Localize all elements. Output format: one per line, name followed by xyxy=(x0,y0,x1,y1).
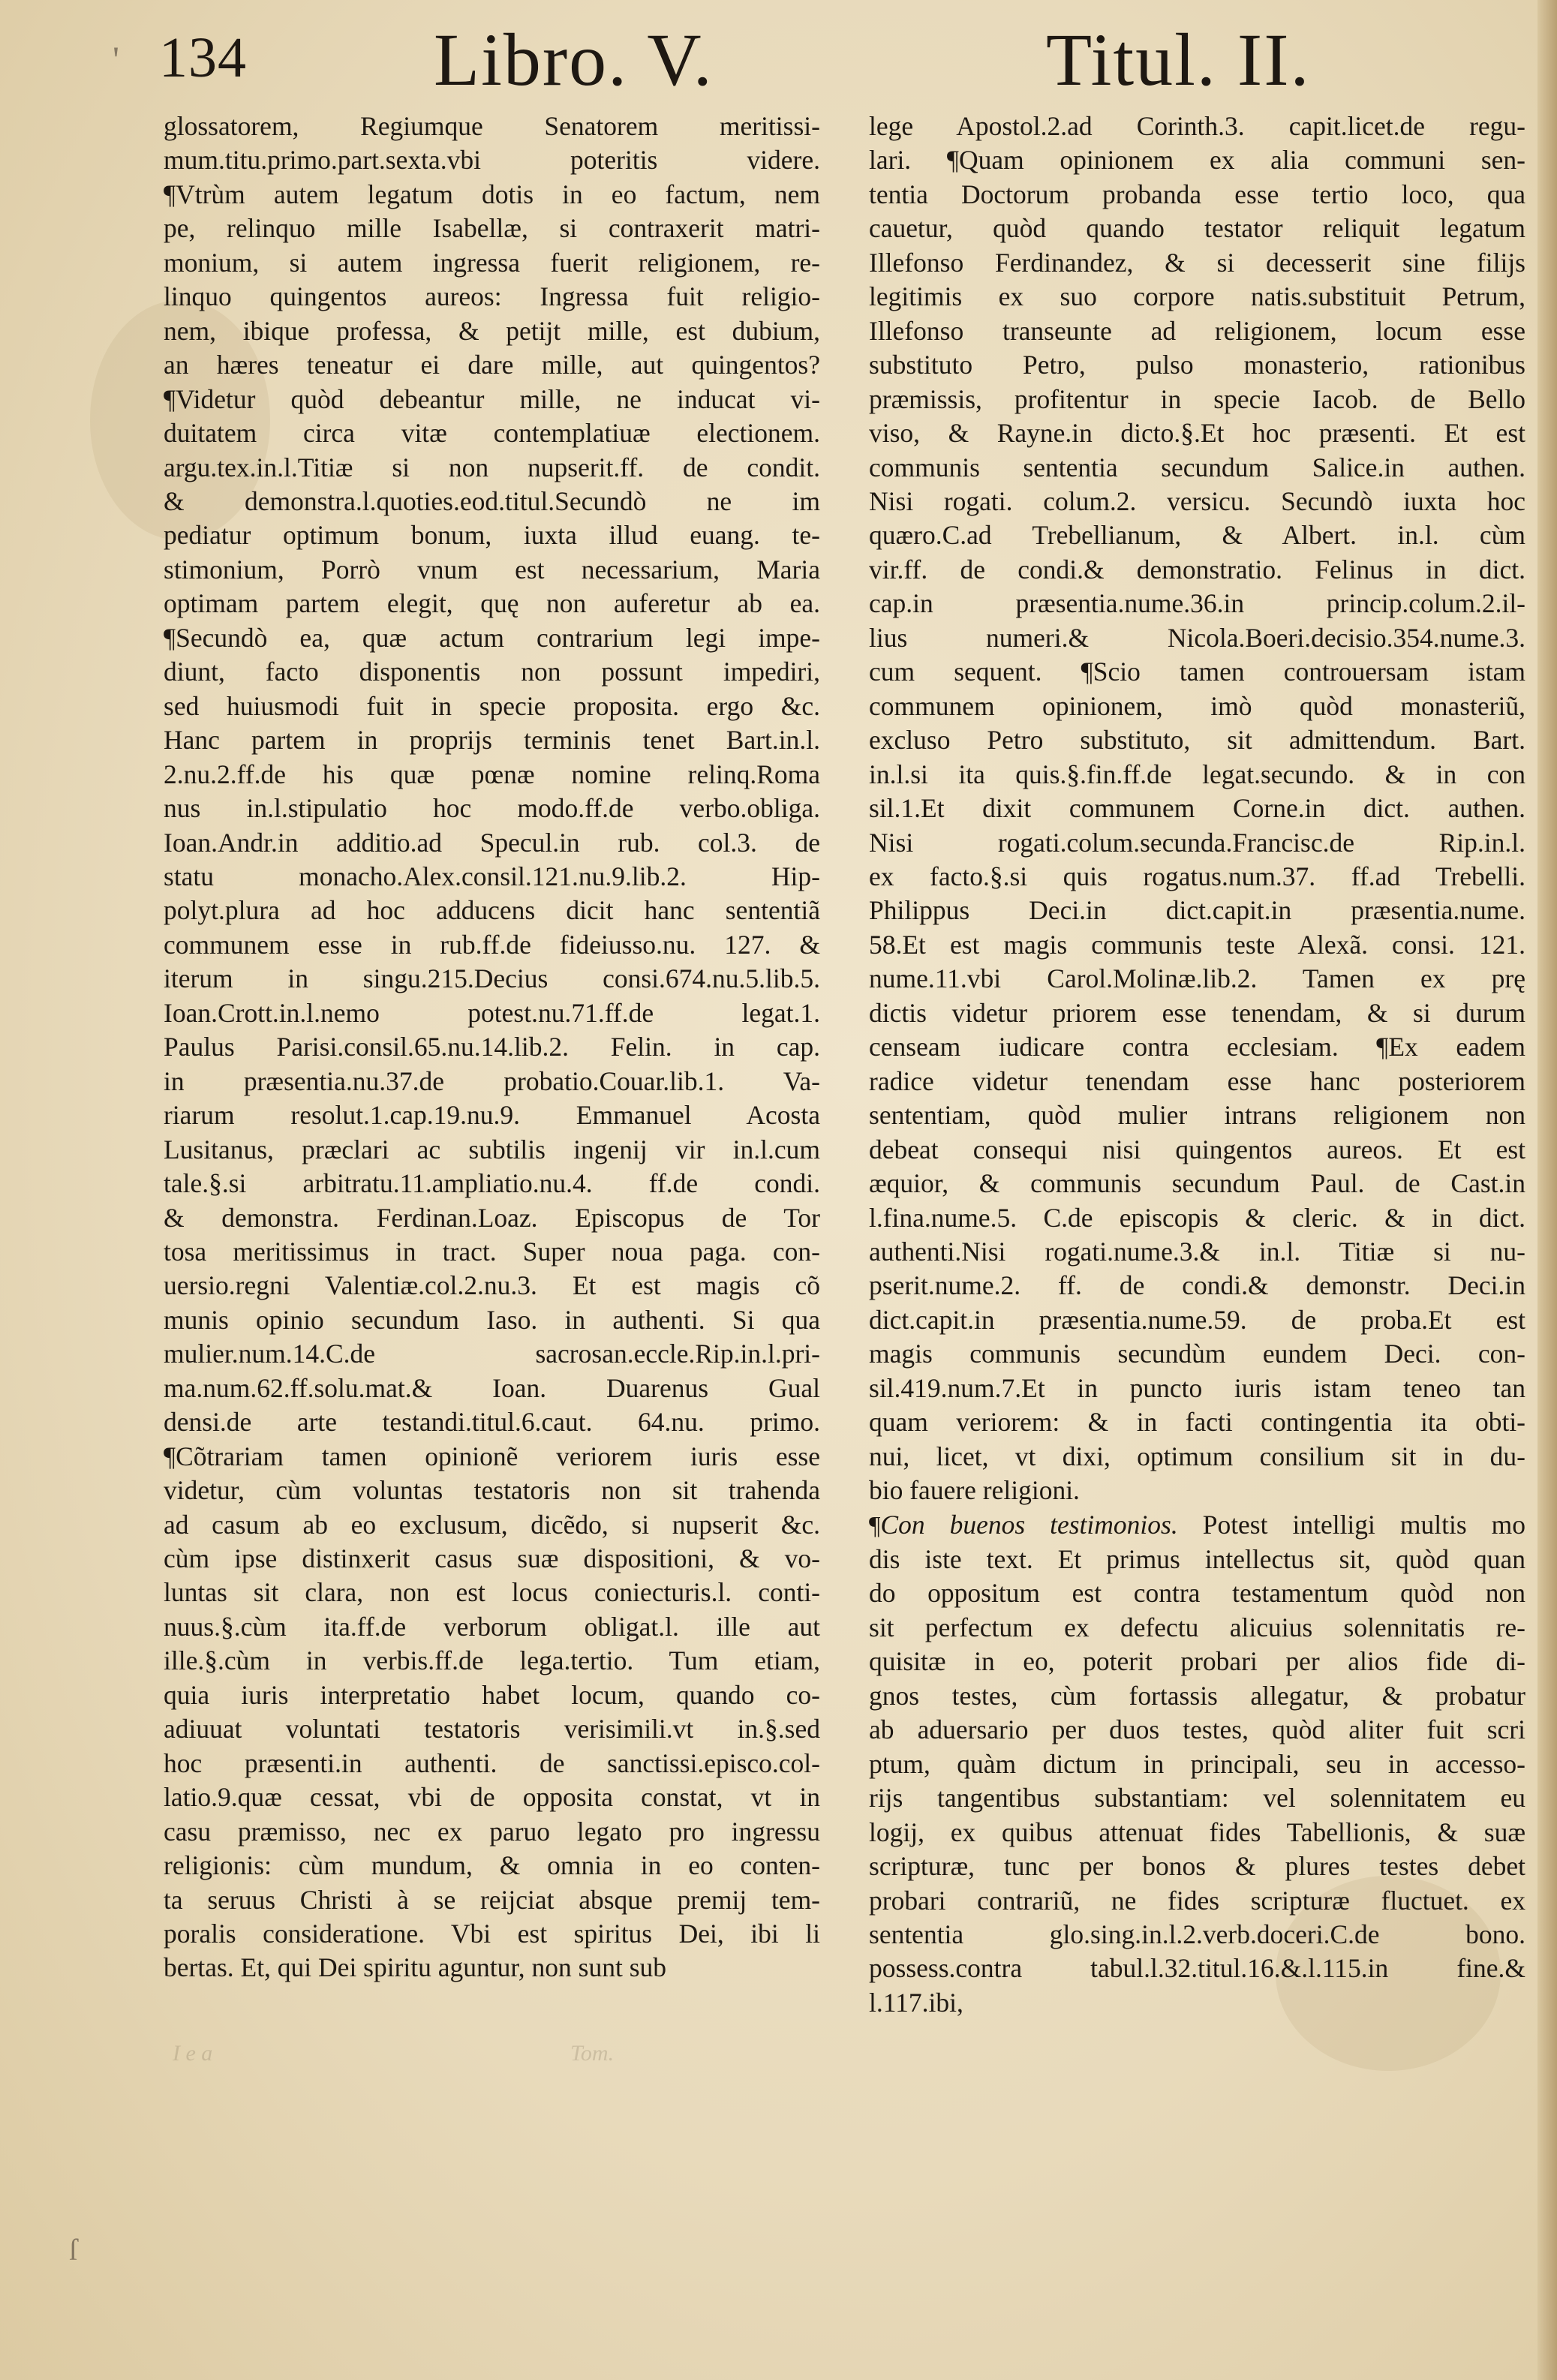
text-line: cap.in præsentia.nume.36.in princip.colum.2.il- xyxy=(869,588,1525,619)
text-line: ¶Secundò ea, quæ actum contrarium legi impe- xyxy=(164,622,820,653)
text-line: cùm ipse distinxerit casus suæ dispositioni, & vo- xyxy=(164,1543,820,1574)
text-line: dict.capit.in præsentia.nume.59. de proba.Et est xyxy=(869,1304,1525,1335)
text-line: nuus.§.cùm ita.ff.de verborum obligat.l. ille aut xyxy=(164,1611,820,1642)
lemma-line xyxy=(869,1508,1525,1543)
text-line: statu monacho.Alex.consil.121.nu.9.lib.2. Hip- xyxy=(164,861,820,891)
show-through-text: I e a xyxy=(173,2041,213,2066)
left-text-column xyxy=(164,110,820,1985)
text-line: latio.9.quæ cessat, vbi de opposita constat, vt in xyxy=(164,1782,820,1813)
page-edge-shadow xyxy=(1537,0,1557,2380)
text-line: tentia Doctorum probanda esse tertio loco, qua xyxy=(869,179,1525,209)
text-line: mum.titu.primo.part.sexta.vbi poteritis videre. xyxy=(164,145,820,176)
text-line: in præsentia.nu.37.de probatio.Couar.lib.1. Va- xyxy=(164,1065,820,1096)
text-line: uersio.regni Valentiæ.col.2.nu.3. Et est magis cõ xyxy=(164,1270,820,1301)
text-line: bio fauere religioni. xyxy=(869,1475,1080,1506)
text-line: logij, ex quibus attenuat fides Tabellionis, & suæ xyxy=(869,1817,1525,1847)
text-line: communem opinionem, imò quòd monasteriũ, xyxy=(869,690,1525,721)
text-line: communem esse in rub.ff.de fideiusso.nu. 127. & xyxy=(164,929,820,960)
text-line: debeat consequi nisi quingentos aureos. Et est xyxy=(869,1134,1525,1164)
text-line: linquo quingentos aureos: Ingressa fuit religio- xyxy=(164,281,820,312)
text-line: censeam iudicare contra ecclesiam. ¶Ex eadem xyxy=(869,1032,1525,1062)
text-line: hoc præsenti.in authenti. de sanctissi.episco.col- xyxy=(164,1747,820,1778)
text-line: lege Apostol.2.ad Corinth.3. capit.licet.de regu- xyxy=(869,111,1525,141)
text-line: dictis videtur priorem esse tenendam, & si durum xyxy=(869,997,1525,1028)
text-line: an hæres teneatur ei dare mille, aut quingentos? xyxy=(164,350,820,380)
lemma-continuation: Potest intelligi multis mo xyxy=(1177,1509,1525,1540)
text-line: quæro.C.ad Trebellianum, & Albert. in.l. cùm xyxy=(869,520,1525,551)
text-line: do oppositum est contra testamentum quòd non xyxy=(869,1578,1525,1609)
text-line: nume.11.vbi Carol.Molinæ.lib.2. Tamen ex prę xyxy=(869,963,1525,994)
running-head-book: Libro. V. xyxy=(434,18,714,101)
text-line: quia iuris interpretatio habet locum, quando co- xyxy=(164,1679,820,1710)
text-line: luntas sit clara, non est locus coniecturis.l. conti- xyxy=(164,1577,820,1608)
text-line: probari contrariũ, ne fides scripturæ fluctuet. ex xyxy=(869,1885,1525,1916)
paragraph-mark: ¶ xyxy=(869,1511,881,1540)
text-line: præmissis, profitentur in specie Iacob. de Bello xyxy=(869,383,1525,414)
right-text-column xyxy=(869,110,1525,2020)
lemma-heading: Con buenos testimonios. xyxy=(880,1509,1178,1540)
text-line: lius numeri.& Nicola.Boeri.decisio.354.nume.3. xyxy=(869,622,1525,653)
text-line: quisitæ in eo, poterit probari per alios fide di- xyxy=(869,1646,1525,1677)
text-line: diunt, facto disponentis non possunt impediri, xyxy=(164,657,820,687)
text-line: ta seruus Christi à se reijciat absque premij tem- xyxy=(164,1884,820,1915)
pen-mark: ſ xyxy=(69,2233,78,2267)
text-line: glossatorem, Regiumque Senatorem meritissi- xyxy=(164,111,820,141)
text-line: legitimis ex suo corpore natis.substituit Petrum, xyxy=(869,281,1525,312)
text-line: ¶Cõtrariam tamen opinionẽ veriorem iuris esse xyxy=(164,1441,820,1471)
text-line: ad casum ab eo exclusum, dicẽdo, si nupserit &c. xyxy=(164,1509,820,1540)
text-line: sit perfectum ex defectu alicuius solennitatis re- xyxy=(869,1612,1525,1642)
text-line: substituto Petro, pulso monasterio, rationibus xyxy=(869,350,1525,380)
text-line: polyt.plura ad hoc adducens dicit hanc sententiã xyxy=(164,895,820,926)
text-line: sententia glo.sing.in.l.2.verb.doceri.C.de bono. xyxy=(869,1919,1525,1950)
text-line: ma.num.62.ff.solu.mat.& Ioan. Duarenus Gual xyxy=(164,1372,820,1403)
text-line: adiuuat voluntati testatoris verisimili.vt in.§.sed xyxy=(164,1714,820,1744)
text-line: magis communis secundùm eundem Deci. con- xyxy=(869,1339,1525,1369)
text-line: lari. ¶Quam opinionem ex alia communi sen- xyxy=(869,145,1525,176)
text-line: pserit.nume.2. ff. de condi.& demonstr. Deci.in xyxy=(869,1270,1525,1301)
text-line: cum sequent. ¶Scio tamen controuersam istam xyxy=(869,657,1525,687)
text-line: poralis consideratione. Vbi est spiritus Dei, ibi li xyxy=(164,1919,820,1949)
text-line: ex facto.§.si quis rogatus.num.37. ff.ad Trebelli. xyxy=(869,861,1525,891)
text-line: possess.contra tabul.l.32.titul.16.&.l.115.in fine.& xyxy=(869,1953,1525,1984)
text-line: pediatur optimum bonum, iuxta illud euang. te- xyxy=(164,520,820,551)
text-line: ptum, quàm dictum in principali, seu in accesso- xyxy=(869,1748,1525,1779)
text-line: scripturæ, tunc per bonos & plures testes debet xyxy=(869,1851,1525,1882)
text-line: tosa meritissimus in tract. Super noua paga. con- xyxy=(164,1236,820,1267)
text-line: Ioan.Andr.in additio.ad Specul.in rub. col.3. de xyxy=(164,827,820,858)
text-line: sententiam, quòd mulier intrans religionem non xyxy=(869,1100,1525,1131)
text-line: Lusitanus, præclari ac subtilis ingenij vir in.l.cum xyxy=(164,1134,820,1164)
show-through-text: Tom. xyxy=(570,2041,615,2066)
text-line: optimam partem elegit, quę non auferetur ab ea. xyxy=(164,588,820,619)
text-line: nui, licet, vt dixi, optimum consilium sit in du- xyxy=(869,1441,1525,1471)
text-line: Nisi rogati. colum.2. versicu. Secundò iuxta hoc xyxy=(869,485,1525,516)
text-line: ¶Vtrùm autem legatum dotis in eo factum, nem xyxy=(164,179,820,209)
text-line: Paulus Parisi.consil.65.nu.14.lib.2. Felin. in cap. xyxy=(164,1032,820,1062)
text-line: & demonstra.l.quoties.eod.titul.Secundò ne im xyxy=(164,485,820,516)
text-line: ¶Videtur quòd debeantur mille, ne inducat vi- xyxy=(164,383,820,414)
folio-number: 134 xyxy=(159,26,247,89)
text-line: sil.419.num.7.Et in puncto iuris istam teneo tan xyxy=(869,1372,1525,1403)
text-line: Ioan.Crott.in.l.nemo potest.nu.71.ff.de legat.1. xyxy=(164,997,820,1028)
text-line: nus in.l.stipulatio hoc modo.ff.de verbo.obliga. xyxy=(164,793,820,824)
text-line: excluso Petro substituto, sit admittendum. Bart. xyxy=(869,725,1525,756)
text-line: Nisi rogati.colum.secunda.Francisc.de Rip.in.l. xyxy=(869,827,1525,858)
text-line: sed huiusmodi fuit in specie proposita. ergo &c. xyxy=(164,690,820,721)
text-line: æquior, & communis secundum Paul. de Cast.in xyxy=(869,1168,1525,1199)
text-line: nem, ibique professa, & petijt mille, est dubium, xyxy=(164,315,820,346)
text-line: monium, si autem ingressa fuerit religionem, re- xyxy=(164,247,820,278)
running-head-title: Titul. II. xyxy=(1046,18,1311,101)
text-line: quam veriorem: & in facti contingentia ita obti- xyxy=(869,1407,1525,1438)
text-line: Illefonso Ferdinandez, & si decesserit sine filijs xyxy=(869,247,1525,278)
text-line: Philippus Deci.in dict.capit.in præsentia.nume. xyxy=(869,895,1525,926)
text-line: tale.§.si arbitratu.11.ampliatio.nu.4. ff.de condi. xyxy=(164,1168,820,1199)
text-line: in.l.si ita quis.§.fin.ff.de legat.secundo. & in con xyxy=(869,759,1525,789)
text-line: mulier.num.14.C.de sacrosan.eccle.Rip.in.l.pri- xyxy=(164,1339,820,1369)
text-line: vir.ff. de condi.& demonstratio. Felinus in dict. xyxy=(869,554,1525,584)
text-line: gnos testes, cùm fortassis allegatur, & probatur xyxy=(869,1680,1525,1711)
pen-mark: ' xyxy=(113,38,120,80)
text-line: rijs tangentibus substantiam: vel solennitatem eu xyxy=(869,1783,1525,1814)
text-line: iterum in singu.215.Decius consi.674.nu.5.lib.5. xyxy=(164,963,820,994)
text-line: casu præmisso, nec ex paruo legato pro ingressu xyxy=(164,1816,820,1847)
text-line: stimonium, Porrò vnum est necessarium, Maria xyxy=(164,554,820,584)
text-line: sil.1.Et dixit communem Corne.in dict. authen. xyxy=(869,793,1525,824)
page-header xyxy=(0,18,1557,104)
text-line: ille.§.cùm in verbis.ff.de lega.tertio. Tum etiam, xyxy=(164,1645,820,1676)
text-line: 2.nu.2.ff.de his quæ pœnæ nomine relinq.Roma xyxy=(164,759,820,789)
text-line: munis opinio secundum Iaso. in authenti. Si qua xyxy=(164,1304,820,1335)
text-line: Hanc partem in proprijs terminis tenet Bart.in.l. xyxy=(164,725,820,756)
text-line: religionis: cùm mundum, & omnia in eo conten- xyxy=(164,1850,820,1881)
text-line: radice videtur tenendam esse hanc posteriorem xyxy=(869,1065,1525,1096)
text-line: dis iste text. Et primus intellectus sit, quòd quan xyxy=(869,1544,1525,1575)
text-line: Illefonso transeunte ad religionem, locum esse xyxy=(869,315,1525,346)
text-line: 58.Et est magis communis teste Alexã. consi. 121. xyxy=(869,929,1525,960)
text-line: riarum resolut.1.cap.19.nu.9. Emmanuel Acosta xyxy=(164,1100,820,1131)
text-line: ab aduersario per duos testes, quòd aliter fuit scri xyxy=(869,1714,1525,1745)
text-line: videtur, cùm voluntas testatoris non sit trahenda xyxy=(164,1475,820,1506)
text-line: & demonstra. Ferdinan.Loaz. Episcopus de Tor xyxy=(164,1202,820,1233)
text-line: authenti.Nisi rogati.nume.3.& in.l. Titiæ si nu- xyxy=(869,1236,1525,1267)
text-line: bertas. Et, qui Dei spiritu aguntur, non sunt sub xyxy=(164,1952,667,1983)
text-line: cauetur, quòd quando testator reliquit legatum xyxy=(869,213,1525,244)
text-line: viso, & Rayne.in dicto.§.Et hoc præsenti. Et est xyxy=(869,418,1525,449)
text-line: duitatem circa vitæ contemplatiuæ electionem. xyxy=(164,418,820,449)
text-line: l.117.ibi, xyxy=(869,1987,963,2018)
text-line: communis sententia secundum Salice.in authen. xyxy=(869,452,1525,482)
text-line: argu.tex.in.l.Titiæ si non nupserit.ff. de condit. xyxy=(164,452,820,482)
text-line: l.fina.nume.5. C.de episcopis & cleric. & in dict. xyxy=(869,1202,1525,1233)
text-line: pe, relinquo mille Isabellæ, si contraxerit matri- xyxy=(164,213,820,244)
text-line: densi.de arte testandi.titul.6.caut. 64.nu. primo. xyxy=(164,1407,820,1438)
